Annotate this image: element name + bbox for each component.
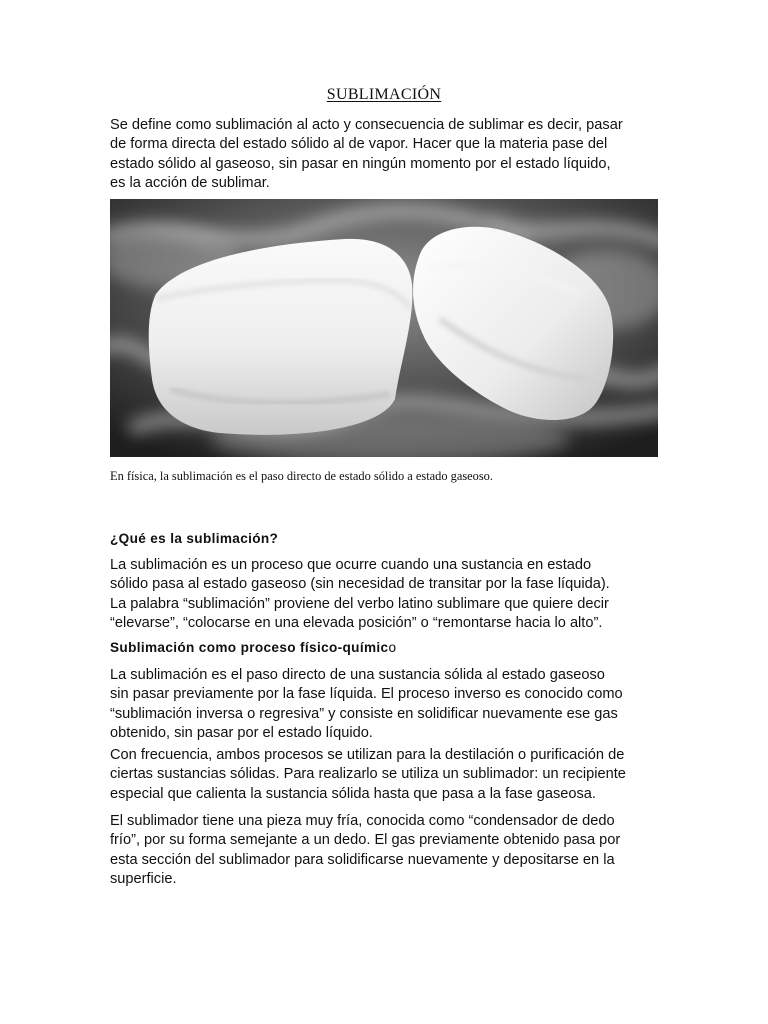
section2-p3-line-3: esta sección del sublimador para solidificarse nuevamente y depositarse en la (110, 851, 615, 868)
section2-heading-text: Sublimación como proceso físico-químic (110, 640, 389, 655)
page-title: SUBLIMACIÓN (326, 86, 442, 103)
intro-line-4: es la acción de sublimar. (110, 174, 270, 191)
image-caption: En física, la sublimación es el paso directo de estado sólido a estado gaseoso. (110, 469, 493, 483)
section2-p1-line-4: obtenido, sin pasar por el estado líquido. (110, 724, 373, 741)
dry-ice-photo (110, 199, 658, 457)
section2-p1-line-1: La sublimación es el paso directo de una sustancia sólida al estado gaseoso (110, 667, 605, 683)
section2-paragraph-2 (110, 746, 662, 804)
section2-p3-line-2: frío”, por su forma semejante a un dedo. El gas previamente obtenido pasa por (110, 832, 621, 849)
intro-paragraph (110, 116, 662, 193)
intro-line-1: Se define como sublimación al acto y consecuencia de sublimar es decir, pasar (110, 117, 623, 133)
section-heading-proceso (110, 640, 662, 655)
section1-paragraph (110, 556, 662, 633)
intro-line-2: de forma directa del estado sólido al de vapor. Hacer que la materia pase del (110, 136, 608, 153)
section2-p2-line-1: Con frecuencia, ambos procesos se utilizan para la destilación o purificación de (110, 747, 625, 763)
section1-line-4: “elevarse”, “colocarse en una elevada posición” o “remontarse hacia lo alto”. (110, 614, 603, 631)
section1-line-2: sólido pasa al estado gaseoso (sin necesidad de transitar por la fase líquida). (110, 576, 610, 593)
section-heading-que-es: ¿Qué es la sublimación? (110, 531, 279, 546)
section1-line-1: La sublimación es un proceso que ocurre cuando una sustancia en estado (110, 557, 592, 573)
section2-paragraph-3 (110, 812, 662, 889)
section2-p3-line-1: El sublimador tiene una pieza muy fría, conocida como “condensador de dedo (110, 813, 615, 829)
section2-p2-line-3: especial que calienta la sustancia sólida hasta que pasa a la fase gaseosa. (110, 785, 596, 802)
section2-p3-line-4: superficie. (110, 870, 177, 887)
section2-p1-line-2: sin pasar previamente por la fase líquida. El proceso inverso es conocido como (110, 686, 623, 703)
section1-line-3: La palabra “sublimación” proviene del verbo latino sublimare que quiere decir (110, 595, 609, 612)
section2-p1-line-3: “sublimación inversa o regresiva” y consiste en solidificar nuevamente ese gas (110, 705, 618, 722)
section2-heading-tail: o (388, 640, 397, 655)
dry-ice-illustration (110, 199, 658, 457)
section2-p2-line-2: ciertas sustancias sólidas. Para realizarlo se utiliza un sublimador: un recipiente (110, 766, 626, 783)
section2-paragraph-1 (110, 666, 662, 743)
intro-line-3: estado sólido al gaseoso, sin pasar en ningún momento por el estado líquido, (110, 155, 611, 172)
